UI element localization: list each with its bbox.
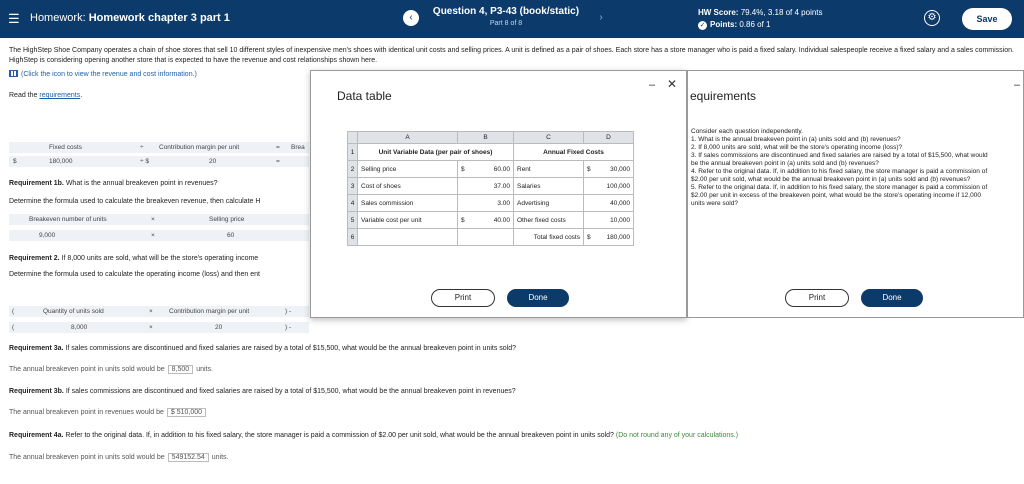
done-button[interactable]: Done [861, 289, 923, 307]
close-icon[interactable]: ✕ [667, 77, 678, 91]
next-question-button[interactable]: › [599, 12, 603, 23]
save-button[interactable]: Save [962, 8, 1012, 30]
col-header-d: D [584, 132, 634, 144]
formula3-value-row: ( 8,000 × 20 ) - [9, 322, 309, 333]
minimize-icon[interactable]: – [1014, 79, 1021, 91]
data-table-modal [310, 70, 687, 318]
list-item: 4. Refer to the original data. If, in addition to his fixed salary, the store manager is paid a commission of $2.00 per unit sold, what would be the annual breakeven point in (a) units sold and (b) revenues? [691, 168, 988, 183]
formula1-header-row: Fixed costs ÷ Contribution margin per unit = Brea [9, 142, 309, 153]
top-bar [0, 0, 1024, 38]
points: ✓ Points: 0.86 of 1 [699, 20, 771, 29]
check-icon: ✓ [699, 22, 706, 29]
formula2-value-row: 9,000 × 60 [9, 230, 309, 241]
req4a-answer-line: The annual breakeven point in units sold would be 549152.54 units. [9, 454, 229, 461]
data-table: A B C D 1 Unit Variable Data (per pair of shoes) Annual Fixed Costs 2 Selling price $ 60.00 Rent $ 30,000 3 Cost of shoes 37.00 Salaries 100,000 4 Sales commission 3.00 Advertising 40,000 5 Variable cost per unit $ 40.00 Other fixed costs 10,000 6 Total fixed costs $ 180,000 [347, 131, 634, 246]
formula1-input-1[interactable]: 180,000 [49, 158, 73, 165]
req1b-question: Requirement 1b. What is the annual breakeven point in revenues? [9, 180, 218, 187]
formula3-input-1[interactable]: 8,000 [71, 324, 88, 331]
table-row: 3 Cost of shoes 37.00 Salaries 100,000 [348, 178, 634, 195]
list-item: 1. What is the annual breakeven point in (a) units sold and (b) revenues? [691, 136, 901, 143]
col-header-b: B [458, 132, 514, 144]
annual-fixed-header: Annual Fixed Costs [514, 144, 634, 161]
requirements-list: Consider each question independently. 1. What is the annual breakeven point in (a) units sold and (b) revenues? 2. If 8,000 units are sold, what will be the store's operating income (loss)? 3. If sales commissions are discontinued and fixed salaries are raised by a total of $15,500, what would be the annual breakeven point in (a) units sold and (b) revenues? 4. Refer to the original data. If, in addition to his fixed salary, the store manager is paid a commission of $2.00 per unit sold, what would be the annual breakeven point in (a) units sold and (b) revenues? 5. Refer to the original data. If, in addition to his fixed salary, the store manager is paid a commission of $2.00 per unit in excess of the breakeven point, what would be the store's operating income if 12,000 units were sold? [691, 128, 991, 208]
table-icon[interactable] [9, 70, 18, 77]
hamburger-menu-icon[interactable]: ☰ [8, 11, 20, 26]
print-button[interactable]: Print [785, 289, 849, 307]
hw-score: HW Score: 79.4%, 3.18 of 4 points [698, 8, 823, 17]
list-item: 3. If sales commissions are discontinued and fixed salaries are raised by a total of $15,500, what would be the annual breakeven point in (a) units sold and (b) revenues? [691, 152, 988, 167]
table-row: 2 Selling price $ 60.00 Rent $ 30,000 [348, 161, 634, 178]
req2-question: Requirement 2. If 8,000 units are sold, what will be the store's operating income [9, 255, 259, 262]
previous-question-button[interactable]: ‹ [403, 10, 419, 26]
question-part: Part 8 of 8 [489, 20, 523, 27]
read-requirements: Read the requirements. [9, 92, 83, 99]
info-link[interactable]: (Click the icon to view the revenue and cost information.) [9, 70, 197, 78]
modal-title: Data table [337, 89, 392, 103]
list-item: 2. If 8,000 units are sold, what will be the store's operating income (loss)? [691, 144, 903, 151]
requirements-title: equirements [690, 89, 757, 103]
req3b-answer-input[interactable]: $ 510,000 [167, 408, 206, 417]
formula2-header-row: Breakeven number of units × Selling price [9, 214, 309, 225]
problem-intro: The HighStep Shoe Company operates a chain of shoe stores that sell 10 different styles of inexpensive men's shoes with identical unit costs and selling prices. A unit is defined as a pair of shoes. Each store has a store manager who is paid a fixed salary. Individual salespeople receive a fixed salary and a sales commission. HighStep is considering opening another store that is expected to have the revenue and cost relationships shown here. [9, 47, 1014, 64]
req3a-answer-line: The annual breakeven point in units sold would be 8,500 units. [9, 366, 213, 373]
formula3-header-row: ( Quantity of units sold × Contribution margin per unit ) - [9, 306, 309, 317]
minimize-icon[interactable]: – [649, 79, 656, 91]
col-header-a: A [358, 132, 458, 144]
requirements-link[interactable]: requirements [39, 92, 81, 99]
table-row: 5 Variable cost per unit $ 40.00 Other fixed costs 10,000 [348, 212, 634, 229]
req3b-question: Requirement 3b. If sales commissions are discontinued and fixed salaries are raised by a total of $15,500, what would be the annual breakeven point in revenues? [9, 388, 516, 395]
table-row: 4 Sales commission 3.00 Advertising 40,000 [348, 195, 634, 212]
formula2-input-2[interactable]: 60 [227, 232, 235, 239]
homework-title: Homework: Homework chapter 3 part 1 [30, 12, 230, 24]
req4a-answer-input[interactable]: 549152.54 [168, 453, 209, 462]
done-button[interactable]: Done [507, 289, 569, 307]
gear-icon[interactable]: ⚙ [924, 10, 940, 26]
col-header-c: C [514, 132, 584, 144]
print-button[interactable]: Print [431, 289, 495, 307]
requirements-panel [687, 70, 1024, 318]
req3a-answer-input[interactable]: 8,500 [168, 365, 194, 374]
req4a-question: Requirement 4a. Refer to the original data. If, in addition to his fixed salary, the store manager is paid a commission of $2.00 per unit sold, what would be the annual breakeven point in units sold? (Do not round any of your calculations.) [9, 432, 739, 439]
req3b-answer-line: The annual breakeven point in revenues would be $ 510,000 [9, 408, 209, 417]
formula3-input-2[interactable]: 20 [215, 324, 223, 331]
table-row: 6 Total fixed costs $ 180,000 [348, 229, 634, 246]
formula2-input-1[interactable]: 9,000 [39, 232, 56, 239]
unit-variable-header: Unit Variable Data (per pair of shoes) [358, 144, 514, 161]
formula1-value-row: $ 180,000 ÷ $ 20 = [9, 156, 309, 167]
formula1-input-2[interactable]: 20 [209, 158, 217, 165]
req2-instruction: Determine the formula used to calculate the operating income (loss) and then ent [9, 271, 260, 278]
req1b-instruction: Determine the formula used to calculate the breakeven revenue, then calculate H [9, 198, 261, 205]
question-title: Question 4, P3-43 (book/static) [432, 6, 580, 17]
req3a-question: Requirement 3a. If sales commissions are discontinued and fixed salaries are raised by a total of $15,500, what would be the annual breakeven point in units sold? [9, 345, 517, 352]
list-item: 5. Refer to the original data. If, in addition to his fixed salary, the store manager is paid a commission of $2.00 per unit in excess of the breakeven point, what would be the store's operating income if 12,000 units were sold? [691, 184, 988, 207]
